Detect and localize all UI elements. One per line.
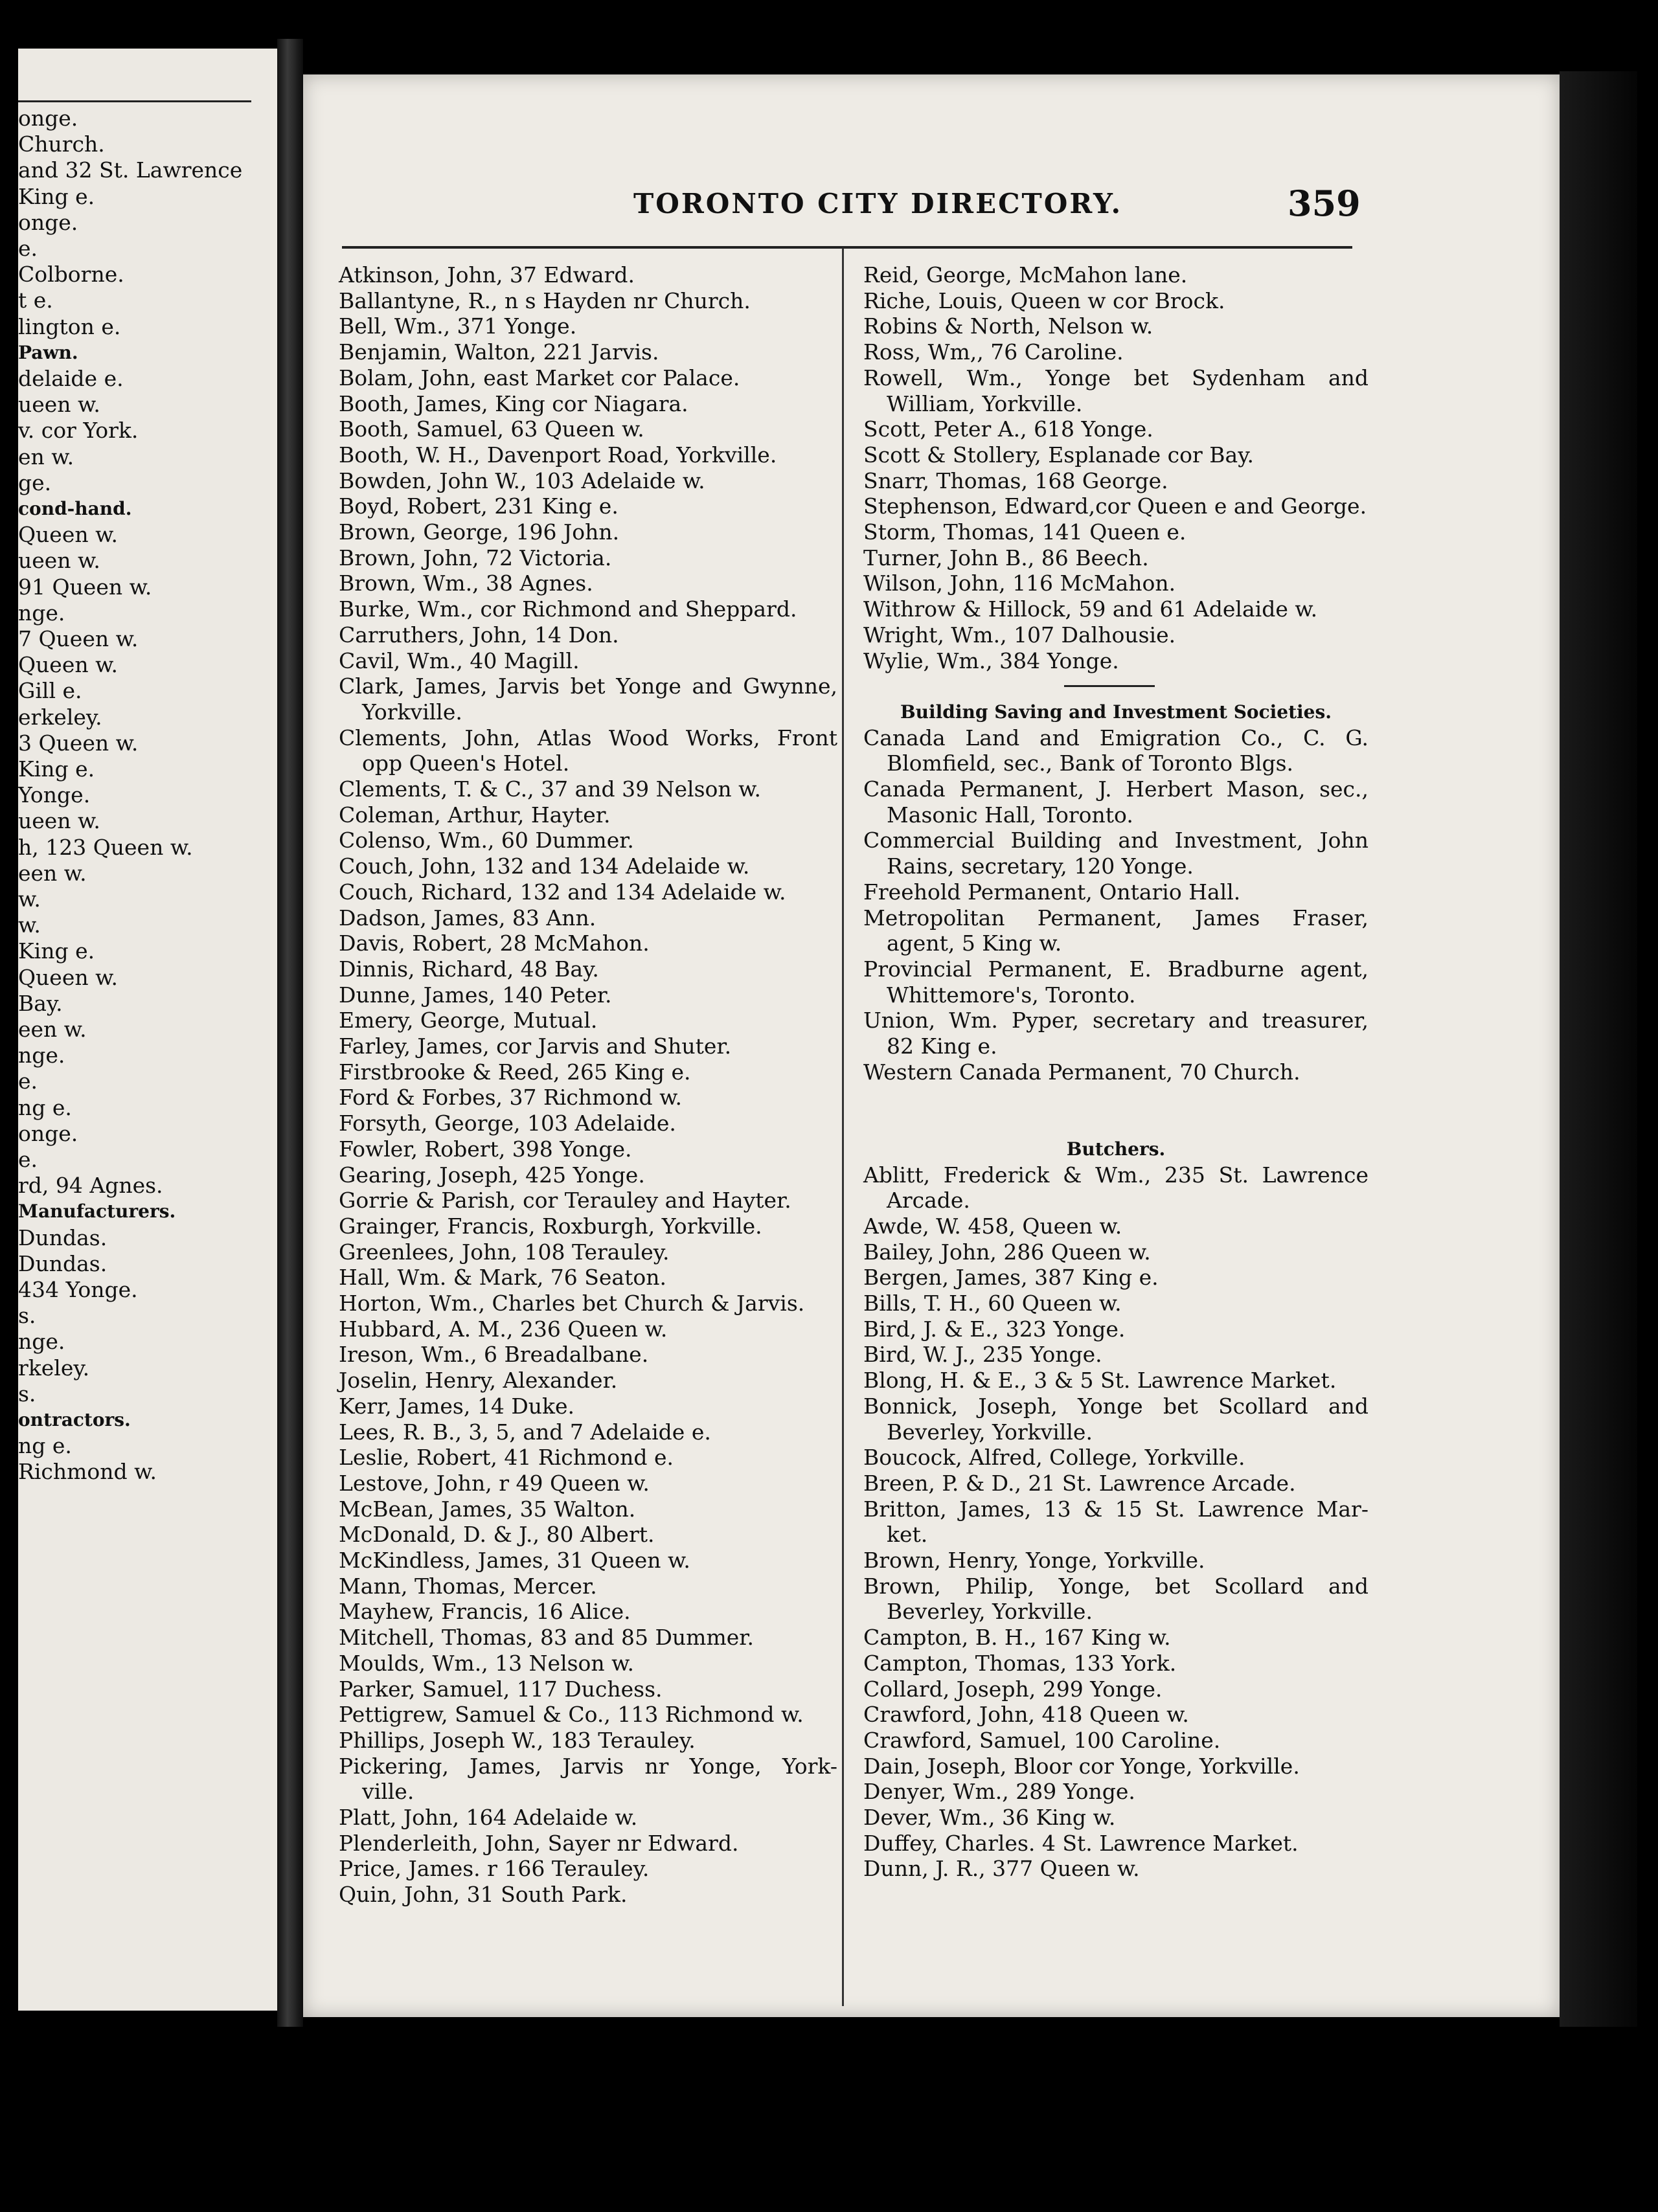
directory-entry: Stephenson, Edward,cor Queen e and George.	[863, 493, 1367, 519]
left-page-line: Manufacturers.	[18, 1201, 176, 1223]
left-page-line: ge.	[18, 469, 52, 495]
directory-entry: Turner, John B., 86 Beech.	[863, 545, 1149, 570]
directory-entry: McBean, James, 35 Walton.	[339, 1496, 636, 1522]
left-page-line: nge.	[18, 1329, 65, 1355]
directory-entry: Clements, John, Atlas Wood Works, Front	[339, 725, 837, 751]
directory-entry: Benjamin, Walton, 221 Jarvis.	[339, 339, 659, 365]
left-page-line: ontractors.	[18, 1409, 131, 1430]
left-page-line: Queen w.	[18, 522, 118, 548]
directory-entry: Blong, H. & E., 3 & 5 St. Lawrence Market.	[863, 1368, 1337, 1394]
directory-entry: Britton, James, 13 & 15 St. Lawrence Mar-	[863, 1496, 1368, 1522]
left-page-line: erkeley.	[18, 704, 102, 730]
page-number: 359	[1288, 183, 1361, 224]
directory-entry: Pettigrew, Samuel & Co., 113 Richmond w.	[339, 1702, 804, 1728]
left-page-line: Pawn.	[18, 341, 78, 363]
directory-entry: Ireson, Wm., 6 Breadalbane.	[339, 1342, 649, 1368]
directory-entry: Booth, W. H., Davenport Road, Yorkville.	[339, 442, 777, 468]
left-page-line: Dundas.	[18, 1250, 108, 1276]
directory-entry: Cavil, Wm., 40 Magill.	[339, 648, 580, 673]
directory-entry: Ford & Forbes, 37 Richmond w.	[339, 1085, 682, 1111]
directory-entry: Robins & North, Nelson w.	[863, 313, 1153, 339]
directory-entry: Forsyth, George, 103 Adelaide.	[339, 1111, 676, 1136]
directory-entry: McDonald, D. & J., 80 Albert.	[339, 1522, 655, 1548]
left-page-rule	[18, 100, 251, 102]
directory-entry: Emery, George, Mutual.	[339, 1008, 598, 1033]
directory-entry: Hall, Wm. & Mark, 76 Seaton.	[339, 1265, 666, 1291]
directory-entry: Colenso, Wm., 60 Dummer.	[339, 828, 634, 853]
left-page-line: Colborne.	[18, 262, 124, 288]
directory-entry: Brown, Philip, Yonge, bet Scollard and	[863, 1573, 1368, 1599]
left-page-line: w.	[18, 886, 41, 912]
left-page-line: v. cor York.	[18, 418, 139, 444]
directory-entry: Davis, Robert, 28 McMahon.	[339, 931, 650, 956]
directory-entry: Couch, Richard, 132 and 134 Adelaide w.	[339, 879, 786, 905]
directory-entry: Lestove, John, r 49 Queen w.	[339, 1470, 650, 1496]
directory-entry: Dunne, James, 140 Peter.	[339, 982, 612, 1008]
directory-entry: Joselin, Henry, Alexander.	[339, 1368, 618, 1394]
left-page-line: s.	[18, 1381, 36, 1406]
left-page-line: s.	[18, 1303, 36, 1329]
directory-entry: Wilson, John, 116 McMahon.	[863, 570, 1176, 596]
section-divider	[1064, 685, 1155, 687]
directory-entry: Wright, Wm., 107 Dalhousie.	[863, 622, 1176, 648]
directory-entry: Booth, James, King cor Niagara.	[339, 390, 688, 416]
directory-entry: Bell, Wm., 371 Yonge.	[339, 313, 577, 339]
directory-entry: Moulds, Wm., 13 Nelson w.	[339, 1650, 634, 1676]
left-page-line: King e.	[18, 938, 95, 964]
directory-entry: Parker, Samuel, 117 Duchess.	[339, 1676, 663, 1702]
directory-entry: Fowler, Robert, 398 Yonge.	[339, 1136, 632, 1162]
directory-entry: Greenlees, John, 108 Terauley.	[339, 1239, 670, 1265]
directory-entry: ket.	[887, 1522, 928, 1548]
left-page-line: h, 123 Queen w.	[18, 834, 193, 860]
directory-entry: Kerr, James, 14 Duke.	[339, 1393, 575, 1419]
directory-entry: Ablitt, Frederick & Wm., 235 St. Lawrence	[863, 1162, 1368, 1188]
directory-entry: Pickering, James, Jarvis nr Yonge, York-	[339, 1753, 837, 1779]
directory-entry: Mann, Thomas, Mercer.	[339, 1573, 597, 1599]
directory-entry: Brown, George, 196 John.	[339, 519, 620, 545]
directory-entry: Atkinson, John, 37 Edward.	[339, 262, 635, 288]
directory-entry: Rains, secretary, 120 Yonge.	[887, 853, 1194, 879]
directory-entry: Dunn, J. R., 377 Queen w.	[863, 1856, 1140, 1882]
directory-entry: Ballantyne, R., n s Hayden nr Church.	[339, 288, 751, 313]
directory-entry: Blomfield, sec., Bank of Toronto Blgs.	[887, 751, 1293, 776]
directory-entry: Storm, Thomas, 141 Queen e.	[863, 519, 1187, 545]
left-page-line: King e.	[18, 756, 95, 782]
directory-entry: Breen, P. & D., 21 St. Lawrence Arcade.	[863, 1470, 1296, 1496]
directory-entry: ville.	[362, 1779, 414, 1805]
directory-entry: Booth, Samuel, 63 Queen w.	[339, 416, 644, 442]
directory-entry: Withrow & Hillock, 59 and 61 Adelaide w.	[863, 596, 1318, 622]
directory-entry: Farley, James, cor Jarvis and Shuter.	[339, 1033, 732, 1059]
directory-entry: Provincial Permanent, E. Bradburne agent,	[863, 956, 1368, 982]
directory-entry: Clark, James, Jarvis bet Yonge and Gwynne,	[339, 673, 837, 699]
left-page-line: rd, 94 Agnes.	[18, 1173, 163, 1199]
directory-entry: Carruthers, John, 14 Don.	[339, 622, 619, 648]
directory-entry: Whittemore's, Toronto.	[887, 982, 1136, 1008]
directory-entry: Snarr, Thomas, 168 George.	[863, 468, 1168, 493]
directory-entry: Metropolitan Permanent, James Fraser,	[863, 905, 1368, 931]
directory-entry: Ross, Wm,, 76 Caroline.	[863, 339, 1124, 365]
left-page-line: e.	[18, 1068, 38, 1094]
left-page-line: ng e.	[18, 1094, 72, 1120]
directory-entry: Crawford, John, 418 Queen w.	[863, 1702, 1189, 1728]
header-rule	[342, 246, 1352, 249]
left-page-line: een w.	[18, 860, 87, 886]
left-page-line: Yonge.	[18, 782, 91, 808]
page-edge-shadow	[1560, 71, 1637, 2027]
left-page-line: nge.	[18, 1043, 65, 1068]
directory-entry: Rowell, Wm., Yonge bet Sydenham and	[863, 365, 1368, 390]
directory-entry: opp Queen's Hotel.	[362, 751, 570, 776]
left-page-line: lington e.	[18, 313, 121, 339]
directory-entry: Commercial Building and Investment, John	[863, 828, 1368, 853]
directory-entry: Brown, Henry, Yonge, Yorkville.	[863, 1548, 1205, 1573]
left-page-line: ueen w.	[18, 548, 100, 574]
left-page-line: en w.	[18, 444, 74, 469]
directory-entry: Reid, George, McMahon lane.	[863, 262, 1188, 288]
directory-entry: Denyer, Wm., 289 Yonge.	[863, 1779, 1135, 1805]
directory-entry: Gearing, Joseph, 425 Yonge.	[339, 1162, 645, 1188]
directory-entry: Mayhew, Francis, 16 Alice.	[339, 1599, 631, 1625]
directory-entry: Scott, Peter A., 618 Yonge.	[863, 416, 1153, 442]
left-page-line: w.	[18, 912, 41, 938]
directory-page	[303, 74, 1560, 2017]
directory-entry: Awde, W. 458, Queen w.	[863, 1213, 1122, 1239]
directory-entry: Bird, W. J., 235 Yonge.	[863, 1342, 1102, 1368]
left-page-line: e.	[18, 236, 38, 261]
directory-entry: Brown, Wm., 38 Agnes.	[339, 570, 593, 596]
directory-entry: Duffey, Charles. 4 St. Lawrence Market.	[863, 1830, 1299, 1856]
left-page-line: rkeley.	[18, 1355, 90, 1381]
left-page-line: Queen w.	[18, 652, 118, 678]
directory-entry: Riche, Louis, Queen w cor Brock.	[863, 288, 1225, 313]
left-page-line: ueen w.	[18, 392, 100, 418]
directory-entry: Bonnick, Joseph, Yonge bet Scollard and	[863, 1393, 1368, 1419]
directory-entry: Plenderleith, John, Sayer nr Edward.	[339, 1830, 739, 1856]
directory-entry: Western Canada Permanent, 70 Church.	[863, 1059, 1300, 1085]
directory-entry: Price, James. r 166 Terauley.	[339, 1856, 650, 1882]
directory-entry: Boucock, Alfred, College, Yorkville.	[863, 1445, 1245, 1471]
left-page-fragment	[18, 49, 277, 2011]
directory-entry: Dinnis, Richard, 48 Bay.	[339, 956, 599, 982]
directory-entry: Bills, T. H., 60 Queen w.	[863, 1291, 1122, 1316]
directory-entry: Masonic Hall, Toronto.	[887, 802, 1133, 828]
directory-entry: Beverley, Yorkville.	[887, 1599, 1093, 1625]
directory-entry: Phillips, Joseph W., 183 Terauley.	[339, 1727, 696, 1753]
directory-entry: Clements, T. & C., 37 and 39 Nelson w.	[339, 776, 761, 802]
directory-entry: Platt, John, 164 Adelaide w.	[339, 1805, 638, 1830]
page-header	[303, 183, 1560, 233]
running-title: TORONTO CITY DIRECTORY.	[633, 188, 1123, 220]
left-page-line: e.	[18, 1147, 38, 1172]
left-page-line: Dundas.	[18, 1224, 108, 1250]
left-page-line: ng e.	[18, 1433, 72, 1459]
directory-entry: Yorkville.	[362, 699, 462, 725]
left-page-line: t e.	[18, 288, 53, 313]
left-page-line: Church.	[18, 131, 105, 157]
left-page-line: Queen w.	[18, 964, 118, 990]
directory-entry: McKindless, James, 31 Queen w.	[339, 1548, 690, 1573]
directory-entry: Dain, Joseph, Bloor cor Yonge, Yorkville.	[863, 1753, 1300, 1779]
left-page-line: and 32 St. Lawrence	[18, 157, 243, 183]
left-page-line: Richmond w.	[18, 1459, 157, 1485]
book-spine	[277, 39, 303, 2027]
left-page-line: 7 Queen w.	[18, 626, 139, 651]
left-page-line: 3 Queen w.	[18, 730, 139, 756]
directory-entry: Firstbrooke & Reed, 265 King e.	[339, 1059, 691, 1085]
directory-entry: 82 King e.	[887, 1033, 997, 1059]
left-page-line: onge.	[18, 1120, 78, 1146]
left-page-line: 434 Yonge.	[18, 1277, 138, 1302]
directory-entry: Campton, Thomas, 133 York.	[863, 1650, 1177, 1676]
directory-entry: Campton, B. H., 167 King w.	[863, 1625, 1171, 1651]
directory-entry: Freehold Permanent, Ontario Hall.	[863, 879, 1241, 905]
directory-entry: Bird, J. & E., 323 Yonge.	[863, 1316, 1126, 1342]
directory-entry: Beverley, Yorkville.	[887, 1419, 1093, 1445]
directory-entry: Dever, Wm., 36 King w.	[863, 1805, 1116, 1830]
left-page-line: ueen w.	[18, 808, 100, 834]
left-page-line: delaide e.	[18, 366, 124, 391]
directory-entry: Coleman, Arthur, Hayter.	[339, 802, 611, 828]
directory-entry: Quin, John, 31 South Park.	[339, 1882, 628, 1908]
directory-entry: Wylie, Wm., 384 Yonge.	[863, 648, 1119, 673]
left-page-line: onge.	[18, 106, 78, 131]
directory-entry: Brown, John, 72 Victoria.	[339, 545, 612, 570]
left-page-line: nge.	[18, 600, 65, 626]
section-heading: Building Saving and Investment Societies.	[900, 701, 1332, 723]
left-page-line: Bay.	[18, 990, 63, 1016]
directory-entry: Canada Land and Emigration Co., C. G.	[863, 725, 1368, 751]
directory-entry: Boyd, Robert, 231 King e.	[339, 493, 619, 519]
directory-entry: Bolam, John, east Market cor Palace.	[339, 365, 740, 390]
directory-entry: Crawford, Samuel, 100 Caroline.	[863, 1727, 1221, 1753]
directory-entry: Bailey, John, 286 Queen w.	[863, 1239, 1151, 1265]
directory-entry: Couch, John, 132 and 134 Adelaide w.	[339, 853, 750, 879]
directory-entry: Gorrie & Parish, cor Terauley and Hayter.	[339, 1188, 791, 1213]
directory-entry: Scott & Stollery, Esplanade cor Bay.	[863, 442, 1254, 468]
left-page-line: een w.	[18, 1017, 87, 1042]
directory-entry: Collard, Joseph, 299 Yonge.	[863, 1676, 1163, 1702]
left-page-line: 91 Queen w.	[18, 574, 152, 600]
left-page-line: Gill e.	[18, 678, 82, 704]
directory-entry: Dadson, James, 83 Ann.	[339, 905, 596, 931]
directory-entry: agent, 5 King w.	[887, 931, 1062, 956]
directory-entry: Hubbard, A. M., 236 Queen w.	[339, 1316, 668, 1342]
left-page-line: King e.	[18, 183, 95, 209]
directory-entry: Bowden, John W., 103 Adelaide w.	[339, 468, 705, 493]
left-page-line: onge.	[18, 209, 78, 235]
directory-entry: Leslie, Robert, 41 Richmond e.	[339, 1445, 674, 1471]
directory-entry: William, Yorkville.	[887, 390, 1083, 416]
directory-entry: Burke, Wm., cor Richmond and Sheppard.	[339, 596, 797, 622]
directory-entry: Arcade.	[887, 1188, 970, 1213]
directory-entry: Grainger, Francis, Roxburgh, Yorkville.	[339, 1213, 762, 1239]
left-page-line: cond-hand.	[18, 498, 132, 519]
directory-entry: Mitchell, Thomas, 83 and 85 Dummer.	[339, 1625, 754, 1651]
directory-entry: Canada Permanent, J. Herbert Mason, sec.,	[863, 776, 1368, 802]
directory-entry: Lees, R. B., 3, 5, and 7 Adelaide e.	[339, 1419, 711, 1445]
directory-entry: Bergen, James, 387 King e.	[863, 1265, 1159, 1291]
column-divider	[842, 248, 844, 2006]
directory-entry: Union, Wm. Pyper, secretary and treasurer,	[863, 1008, 1368, 1033]
directory-entry: Horton, Wm., Charles bet Church & Jarvis.	[339, 1291, 805, 1316]
section-heading: Butchers.	[1066, 1138, 1166, 1160]
